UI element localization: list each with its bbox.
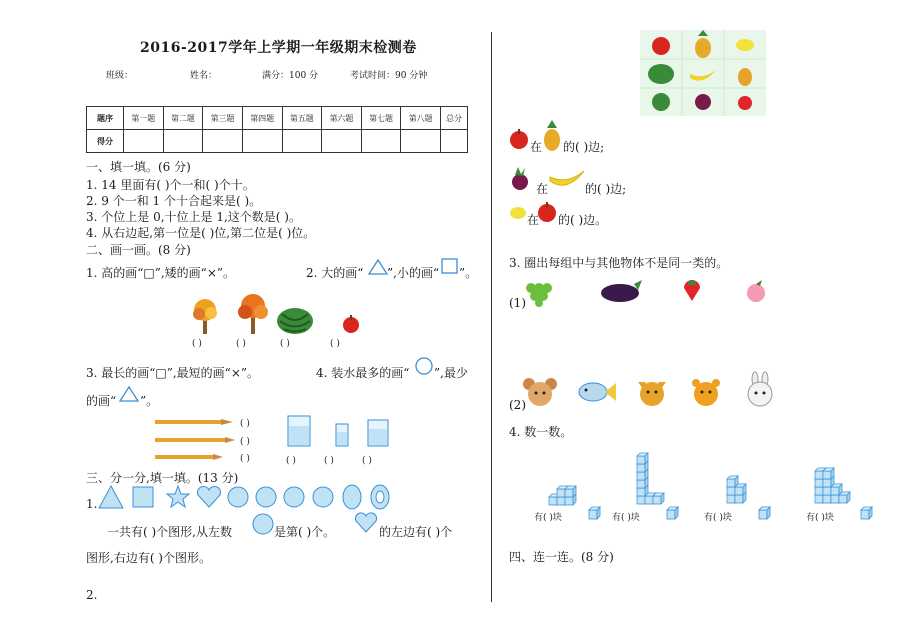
pineapple-icon bbox=[542, 120, 562, 152]
col-header: 第四题 bbox=[242, 107, 282, 130]
oval-shape bbox=[343, 485, 361, 509]
square-shape bbox=[133, 487, 153, 507]
fruit-q2-part: 在 bbox=[536, 182, 549, 196]
face-circle bbox=[228, 487, 248, 507]
score-cell[interactable] bbox=[242, 130, 282, 153]
s2-q4-part: ”,最少 bbox=[434, 366, 468, 380]
pineapple-icon bbox=[695, 38, 711, 58]
score-cell[interactable] bbox=[203, 130, 243, 153]
eggplant-icon[interactable] bbox=[600, 278, 644, 304]
answer-paren[interactable]: ( ) bbox=[192, 339, 202, 349]
cube-icon bbox=[758, 506, 772, 520]
score-cell[interactable] bbox=[282, 130, 322, 153]
score-cell[interactable] bbox=[322, 130, 362, 153]
unit-cube bbox=[735, 495, 743, 503]
unit-cube bbox=[839, 495, 847, 503]
strawberry-icon[interactable] bbox=[682, 280, 702, 302]
section1-heading: 一、填一填。(6 分) bbox=[86, 160, 191, 174]
col-header: 第七题 bbox=[361, 107, 401, 130]
unit-cube bbox=[823, 495, 831, 503]
unit-cube bbox=[557, 489, 565, 497]
s2-q4-part: ”。 bbox=[140, 394, 159, 408]
rabbit-icon[interactable] bbox=[743, 372, 777, 408]
face-circle bbox=[313, 487, 333, 507]
watermelon-icon bbox=[276, 306, 314, 336]
mouse-icon[interactable] bbox=[522, 376, 558, 408]
apple-icon bbox=[509, 129, 529, 149]
cube-icon bbox=[588, 506, 602, 520]
heart-icon bbox=[354, 512, 378, 534]
heart-shape bbox=[197, 486, 220, 507]
unit-cube bbox=[815, 471, 823, 479]
unit-cube bbox=[653, 496, 661, 504]
s3-number: 1. bbox=[86, 497, 98, 511]
col-header: 第三题 bbox=[203, 107, 243, 130]
fruit-grid bbox=[640, 30, 766, 116]
pear-icon bbox=[738, 68, 752, 86]
unit-cube bbox=[815, 487, 823, 495]
unit-cube bbox=[831, 495, 839, 503]
s2-q1: 1. 高的画“□”,矮的画“×”。 bbox=[86, 266, 236, 280]
answer-paren[interactable]: ( ) bbox=[362, 456, 372, 466]
unit-cube bbox=[645, 496, 653, 504]
answer-paren[interactable]: ( ) bbox=[240, 419, 250, 429]
q3-text: 3. 圈出每组中与其他物体不是同一类的。 bbox=[509, 256, 729, 270]
col-header: 第一题 bbox=[124, 107, 164, 130]
cube-stack bbox=[636, 449, 668, 505]
s3-line1-part: 是第( )个。 bbox=[274, 525, 336, 539]
unit-cube bbox=[549, 497, 557, 505]
col-header: 第五题 bbox=[282, 107, 322, 130]
beet-icon bbox=[509, 167, 531, 191]
cup-icon bbox=[334, 422, 350, 448]
cup-icon bbox=[366, 418, 390, 448]
s2-q2-part: 2. 大的画“ bbox=[306, 266, 364, 280]
s3-line2: 图形,右边有( )个图形。 bbox=[86, 551, 211, 565]
unit-cube bbox=[727, 495, 735, 503]
exam-time: 考试时间：90 分钟 bbox=[350, 71, 428, 81]
cow-icon[interactable] bbox=[634, 376, 670, 408]
column-divider bbox=[491, 32, 492, 602]
lemon-icon bbox=[736, 39, 754, 51]
answer-paren[interactable]: ( ) bbox=[286, 456, 296, 466]
s2-q3: 3. 最长的画“□”,最短的画“×”。 bbox=[86, 366, 260, 380]
count-answer[interactable]: 有( )块 bbox=[534, 513, 562, 523]
unit-cube bbox=[637, 456, 645, 464]
lemon-icon bbox=[509, 206, 527, 220]
score-cell[interactable] bbox=[361, 130, 401, 153]
watermelon-icon bbox=[648, 64, 674, 84]
s2-q4-part: 的画“ bbox=[86, 394, 117, 408]
apple-icon bbox=[536, 201, 558, 223]
unit-cube bbox=[823, 487, 831, 495]
q4-heading: 4. 数一数。 bbox=[509, 425, 573, 439]
unit-cube bbox=[637, 472, 645, 480]
unit-cube bbox=[823, 471, 831, 479]
banana-icon bbox=[549, 167, 585, 191]
fruit-q3-part: 在 bbox=[527, 213, 540, 227]
cube-stack bbox=[726, 468, 752, 504]
fruit-q1-part: 在 bbox=[530, 140, 543, 154]
section2-heading: 二、画一画。(8 分) bbox=[86, 243, 191, 257]
s2-q2-part: ”,小的画“ bbox=[387, 266, 440, 280]
peach-icon[interactable] bbox=[744, 280, 768, 304]
pencil-icon bbox=[155, 418, 235, 426]
unit-cube bbox=[727, 487, 735, 495]
s3-number: 2. bbox=[86, 588, 98, 602]
unit-cube bbox=[637, 480, 645, 488]
strawberry-icon bbox=[738, 96, 752, 110]
answer-paren[interactable]: ( ) bbox=[330, 339, 340, 349]
unit-cube bbox=[831, 487, 839, 495]
col-header: 第六题 bbox=[322, 107, 362, 130]
col-header: 第二题 bbox=[163, 107, 203, 130]
col-header: 总分 bbox=[441, 107, 468, 130]
fish-icon[interactable] bbox=[577, 380, 617, 404]
class-label: 班级： bbox=[106, 71, 134, 81]
q3-group-label: (1) bbox=[509, 296, 526, 310]
q3-group-label: (2) bbox=[509, 398, 526, 412]
score-cell[interactable] bbox=[441, 130, 468, 153]
section3-heading: 三、分一分,填一填。(13 分) bbox=[86, 471, 239, 485]
cube-icon bbox=[860, 506, 874, 520]
score-cell[interactable] bbox=[124, 130, 164, 153]
score-row-label: 题序 bbox=[87, 107, 124, 130]
face-circle bbox=[256, 487, 276, 507]
unit-cube bbox=[637, 488, 645, 496]
answer-paren[interactable]: ( ) bbox=[324, 456, 334, 466]
score-row-label: 得分 bbox=[87, 130, 124, 153]
score-cell[interactable] bbox=[163, 130, 203, 153]
unit-cube bbox=[815, 479, 823, 487]
count-answer[interactable]: 有( )块 bbox=[612, 513, 640, 523]
triangle-icon bbox=[118, 385, 140, 403]
s1-question: 2. 9 个一和 1 个十合起来是( )。 bbox=[86, 194, 262, 208]
unit-cube bbox=[637, 496, 645, 504]
unit-cube bbox=[565, 489, 573, 497]
answer-paren[interactable]: ( ) bbox=[280, 339, 290, 349]
score-cell[interactable] bbox=[401, 130, 441, 153]
pencil-icon bbox=[155, 453, 225, 461]
cube-stack bbox=[814, 460, 860, 504]
apple-icon bbox=[652, 37, 670, 55]
shape-row bbox=[97, 484, 397, 510]
name-label: 姓名： bbox=[190, 71, 218, 81]
score-table bbox=[86, 106, 468, 153]
face-circle bbox=[284, 487, 304, 507]
unit-cube bbox=[815, 495, 823, 503]
triangle-shape bbox=[99, 486, 123, 508]
unit-cube bbox=[557, 497, 565, 505]
cube-stack bbox=[548, 476, 580, 506]
s3-line1-part: 一共有( )个图形,从左数 bbox=[107, 525, 232, 539]
unit-cube bbox=[565, 497, 573, 505]
unit-cube bbox=[823, 479, 831, 487]
s2-q2-part: ”。 bbox=[459, 266, 478, 280]
tall-tree-icon bbox=[236, 292, 270, 336]
broccoli-icon bbox=[652, 93, 670, 111]
s1-question: 3. 个位上是 0,十位上是 1,这个数是( )。 bbox=[86, 210, 301, 224]
answer-paren[interactable]: ( ) bbox=[240, 437, 250, 447]
beet-icon bbox=[695, 94, 711, 110]
cube-icon bbox=[666, 506, 680, 520]
fruit-q1-part: 的( )边; bbox=[563, 140, 605, 154]
circle-icon bbox=[413, 356, 435, 376]
count-answer[interactable]: 有( )块 bbox=[704, 513, 732, 523]
fruit-q3-part: 的( )边。 bbox=[558, 213, 608, 227]
triangle-icon bbox=[368, 258, 388, 276]
grapes-icon[interactable] bbox=[523, 278, 555, 306]
page-title: 2016-2017学年上学期一年级期末检测卷 bbox=[140, 40, 417, 56]
s3-line1-part: 的左边有( )个 bbox=[379, 525, 453, 539]
col-header: 第八题 bbox=[401, 107, 441, 130]
unit-cube bbox=[735, 487, 743, 495]
s2-q4-part: 4. 装水最多的画“ bbox=[316, 366, 410, 380]
count-answer[interactable]: 有( )块 bbox=[806, 513, 834, 523]
answer-paren[interactable]: ( ) bbox=[240, 454, 250, 464]
square-icon bbox=[441, 258, 459, 274]
apple-icon bbox=[342, 314, 360, 334]
circle-icon bbox=[252, 513, 274, 535]
cup-icon bbox=[286, 414, 312, 448]
star-shape bbox=[167, 486, 189, 507]
s1-question: 4. 从右边起,第一位是( )位,第二位是( )位。 bbox=[86, 226, 316, 240]
s1-question: 1. 14 里面有( )个一和( )个十。 bbox=[86, 178, 255, 192]
unit-cube bbox=[637, 464, 645, 472]
section4-heading: 四、连一连。(8 分) bbox=[509, 550, 614, 564]
full-score: 满分：100 分 bbox=[262, 71, 319, 81]
answer-paren[interactable]: ( ) bbox=[236, 339, 246, 349]
tree-icon bbox=[190, 296, 220, 336]
unit-cube bbox=[727, 479, 735, 487]
pencil-icon bbox=[155, 436, 235, 444]
tiger-icon[interactable] bbox=[688, 376, 724, 408]
fruit-q2-part: 的( )边; bbox=[585, 182, 627, 196]
